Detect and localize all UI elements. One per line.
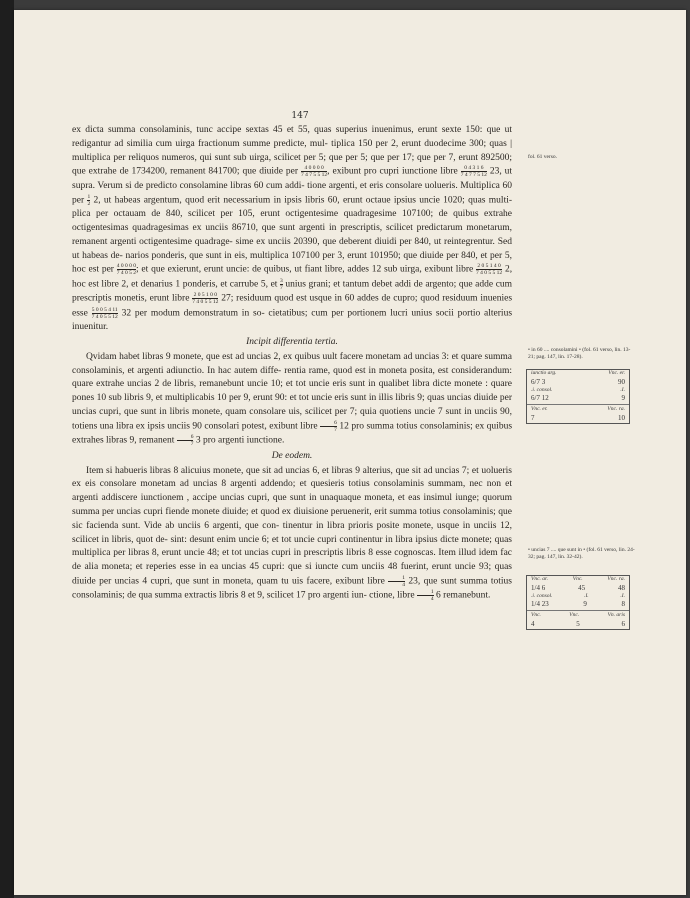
page-number: 147	[291, 111, 309, 121]
fraction: $\frac{4 0 0 0 0}{7 4 7 5 5 12}$	[301, 165, 328, 179]
paragraph-3: Item si habueris libras 8 alicuius monete, que sit ad uncias 6, et libras 9 alterius, que sit ad uncias 7; et uolueris ex eis consolare monetam ad uncias 8 argenti addendo; et quesieris totius consolaminis summam, nec non et argenti addiscere iunctionem , accipe uncias cupri, que sunt in unaquaque moneta, et eas insimul iunge; quorum summa per uncias cupri fiende monete diuide; et quod ex diuisione peruenerit, erit summa totius consolaminis; que sic facienda sunt. Vide ab unciis 6 argenti, que con- tinentur in libra prioris posite monete, usque in unciis 12, scilicet in libris, quot de- sint: desunt enim uncie 6; et tot uncie cupri continentur in libra ipsius dicte monete; quas multiplica per libras 8, erunt uncie 48; et tot uncias cupri in prescriptis libris 8 esse cognoscas. Item illud idem fac de alia moneta; et reperies esse in ea uncias 45 cupri: que si iuncte cum unciis 48 fuerint, erunt uncie 93; quas diuide per uncias 4 cupri, que sunt in moneta, quam tu uis facere, exibunt libre $\frac{1}{4}$ 23, que sunt summa totius consolaminis; de qua summa extractis libris 8 et 9, scilicet 17 pro argenti iun- ctione, libre $\frac{1}{4}$ 6 remanebunt.	[72, 465, 513, 603]
fraction: $\frac{1}{4}$	[417, 589, 434, 602]
fraction: $\frac{0 4 3 1 6}{7 4 7 7 5 12}$	[460, 165, 487, 179]
fraction: $\frac{6}{7}$	[320, 420, 337, 433]
fraction: $\frac{1}{2}$	[87, 193, 91, 207]
paragraph-1: ex dicta summa consolaminis, tunc accipe sextas 45 et 55, quas superius inuenimus, erunt sexte 150: que ut redigantur ad similia cum uirga fractionum summe predicte, mul- tiplica 150 per 2, erunt duodecime 300; quas | multiplica per reliquos numeros, qui sunt sub uirga, scilicet per 5; que per 5; que per 17; que per 7, erunt 892500; que extrahe de 1734200, remanent 841700; que diuide per $\frac{4 0 0 0 0}{7 4 7 5 5 12}$ , exibunt pro cupri iunctione libre $\frac{0 4 3 1 6}{7 4 7 7 5 12}$ 23, ut supra. Verum si de predicto consolamine libras 60 cum addi- tione argenti, et eris consolare uolueris. Multiplica 60 per $\frac{1}{2}$ 2, ut habeas argentum, quod erit necessarium in ipsis libris 60, erunt octaue ipsius uncie 1020; quas multi- plica per octauam de 840, scilicet per 105, erunt octigentesime quadragesime 107100; de quibus extrahe octigentesimas quadragesimas ex unciis 86710, que sunt argenti in prescriptis, scilicet predictarum monetarum, remanent argenti octigentesime quadrage- sime ex unciis 20390, que deberent diuidi per 840, ut reintegrentur. Sed ut habeas de- narios ponderis, que sunt in eis, multiplica 107100 per 3, erunt 101950; que diuide per 840, et per 5, hoc est per $\frac{4 0 0 0 0}{7 4 0 5 2}$ ; et que exierunt, erunt uncie: de quibus, ut fiant libre, addes 12 sub uirga, exibunt libre $\frac{2 0 5 1 4 0}{7 4 0 5 5 12}$ 2, hoc est libre 2, et denarius 1 ponderis, et carrube 5, et $\frac{3}{7}$ unius grani; et tantum debet addi de argento; que adde cum prescriptis monetis, erunt libre $\frac{2 0 5 1 0 0}{7 4 0 5 5 12}$ 27; residuum quod est usque in 60 addes de cupro; quod residuum inuenies esse $\frac{5 0 0 5 4 11}{7 4 0 5 5 12}$ 32 per modum demonstratum in so- cietatibus; cum per portionem lucri unius socii portio alterius inuenitur.	[72, 125, 513, 333]
fraction: $\frac{4 0 0 0 0}{7 4 0 5 2}$	[116, 263, 137, 277]
fraction: $\frac{2 0 5 1 4 0}{7 4 0 5 5 12}$	[476, 263, 503, 277]
fraction: $\frac{6}{7}$	[177, 434, 194, 447]
section-heading: De eodem.	[271, 450, 313, 461]
book-spine	[0, 0, 14, 898]
margin-note-reference-1: • in 60 .... consolamini • (fol. 61 verso, lin. 13-21; pag. 147, lin. 17-28).	[528, 347, 631, 360]
margin-table-1: iunctio arg. Vnc. er. 6/7 3 90 .i. consol. .I. 6/7 12 9 Vnc. er. Vnc. ra. 7 10	[526, 369, 630, 424]
fraction: $\frac{5 0 0 5 4 11}{7 4 0 5 5 12}$	[91, 306, 118, 320]
margin-note-folio: fol. 61 verso.	[528, 154, 558, 160]
section-heading: Incipit differentia tertia.	[246, 337, 338, 348]
fraction: $\frac{1}{4}$	[388, 575, 405, 588]
margin-note-reference-2: • uncias 7 .... que sunt in • (fol. 61 verso, lin. 24-32; pag. 147, lin. 32-42).	[528, 547, 635, 560]
main-text	[72, 124, 512, 604]
paragraph-2: Qvidam habet libras 9 monete, que est ad uncias 2, ex quibus uult facere monetam ad uncias 3: et quare summa consolaminis, et argenti adiunctio. In hac autem diffe- rentia rame, quod est in moneta posita, est considerandum: quare extrahe uncias 2 de libris, remanebunt uncie 10; et tot uncie eris sunt in qualibet libra dicte monete : quare pones 10 sub libris 9, et multiplicabis 10 per 9, erunt 90: et tot uncie eris sunt in illis libris 9; quas uncias diuide per uncias cupri, que sunt in libris monete, quam consolare uis, scilicet per 7; quia quotiens uncie 7 sunt in unciis 90, totiens una libra ex ipsis unciis 90 consolari potest, exibunt libre $\frac{6}{7}$ 12 pro summa totius consolaminis; ex quibus extrahes libras 9, remanent $\frac{6}{7}$ 3 pro argenti iunctione.	[72, 351, 513, 448]
book-page	[14, 10, 686, 895]
fraction: $\frac{3}{7}$	[280, 277, 283, 291]
margin-table-2: Vnc. ar. Vnc. Vnc. ra. 1/4 6 45 48 .i. consol. .I. .I. 1/4 23 9 8 Vnc. Vnc. Vn. aris 4 5 6	[526, 575, 630, 630]
fraction: $\frac{2 0 5 1 0 0}{7 4 0 5 5 12}$	[192, 292, 219, 306]
